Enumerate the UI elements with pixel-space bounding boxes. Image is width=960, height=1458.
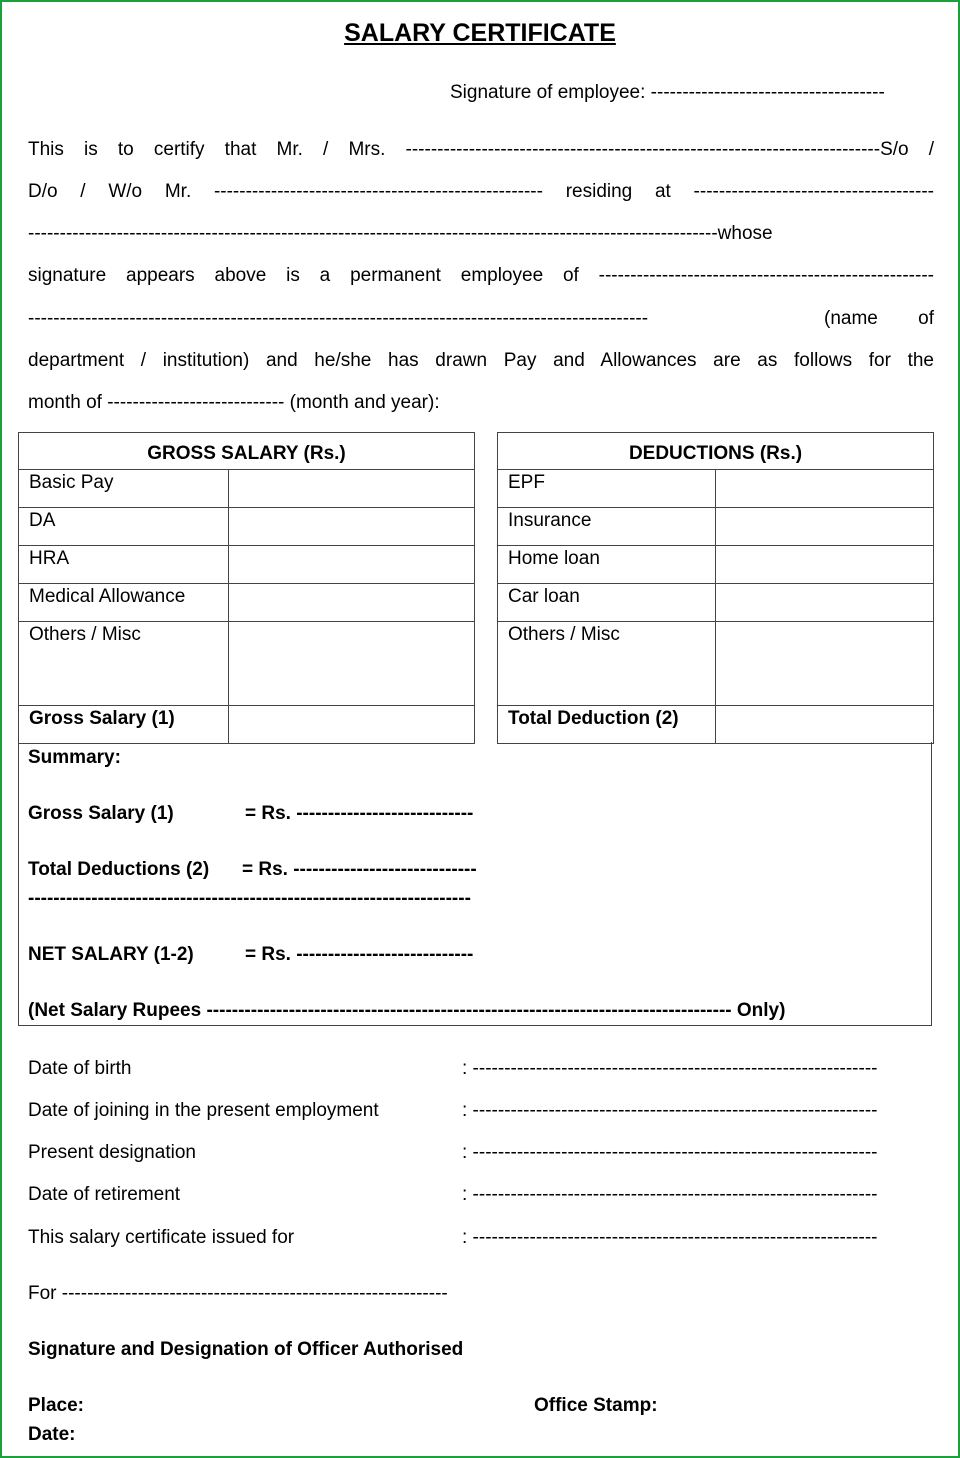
certify-line-5-dashes: -------------------------------------------------------------------------------------------------- xyxy=(28,308,649,329)
gross-row-amount xyxy=(229,508,475,546)
detail-value: : ---------------------------------------------------------------- xyxy=(462,1184,878,1205)
gross-salary-table xyxy=(18,432,475,744)
gross-salary-header: GROSS SALARY (Rs.) xyxy=(19,433,475,470)
office-stamp-label: Office Stamp: xyxy=(534,1395,658,1416)
deduction-row-amount xyxy=(716,508,934,546)
employee-signature-line: Signature of employee: ------------------------------------- xyxy=(450,82,885,103)
certify-line-4: signature appears above is a permanent employee of ----------------------------------------------------- xyxy=(28,265,934,286)
document-title: SALARY CERTIFICATE xyxy=(344,19,616,47)
total-deduction-amount xyxy=(716,706,934,744)
gross-row-label: Basic Pay xyxy=(19,470,229,508)
certify-line-5-end: (name of xyxy=(824,308,934,329)
certify-line-7: month of ---------------------------- (month and year): xyxy=(28,392,440,413)
detail-label: Present designation xyxy=(28,1142,196,1163)
place-label: Place: xyxy=(28,1395,84,1416)
deduction-row-amount xyxy=(716,470,934,508)
detail-label: Date of birth xyxy=(28,1058,132,1079)
gross-row-amount xyxy=(229,622,475,706)
certify-line-1: This is to certify that Mr. / Mrs. ---------------------------------------------------------------------------S/o / xyxy=(28,139,934,160)
detail-value: : ---------------------------------------------------------------- xyxy=(462,1058,878,1079)
detail-label: This salary certificate issued for xyxy=(28,1227,295,1248)
deduction-row-label: Others / Misc xyxy=(498,622,716,706)
certify-line-2: D/o / W/o Mr. ---------------------------------------------------- residing at -------------------------------------- xyxy=(28,181,934,202)
deduction-row-label: Home loan xyxy=(498,546,716,584)
summary-box xyxy=(18,742,932,1026)
certify-line-3: -------------------------------------------------------------------------------------------------------------whose xyxy=(28,223,773,244)
summary-divider: ---------------------------------------------------------------------- xyxy=(28,888,471,909)
gross-row-label: Others / Misc xyxy=(19,622,229,706)
date-label: Date: xyxy=(28,1424,76,1445)
summary-label: Summary: xyxy=(28,747,121,768)
summary-gross-value: = Rs. ---------------------------- xyxy=(245,803,474,824)
detail-value: : ---------------------------------------------------------------- xyxy=(462,1227,878,1248)
deductions-table xyxy=(497,432,934,744)
net-salary-label: NET SALARY (1-2) xyxy=(28,944,194,965)
summary-deductions-value: = Rs. ----------------------------- xyxy=(242,859,477,880)
for-line: For ------------------------------------------------------------- xyxy=(28,1283,448,1304)
gross-row-amount xyxy=(229,584,475,622)
gross-total-label: Gross Salary (1) xyxy=(19,706,229,744)
detail-label: Date of joining in the present employment xyxy=(28,1100,379,1121)
detail-value: : ---------------------------------------------------------------- xyxy=(462,1100,878,1121)
gross-row-amount xyxy=(229,470,475,508)
gross-row-label: HRA xyxy=(19,546,229,584)
gross-row-label: Medical Allowance xyxy=(19,584,229,622)
net-salary-in-words: (Net Salary Rupees ----------------------------------------------------------------------------------- Only) xyxy=(28,1000,786,1021)
deductions-header: DEDUCTIONS (Rs.) xyxy=(498,433,934,470)
deduction-row-amount xyxy=(716,546,934,584)
total-deduction-label: Total Deduction (2) xyxy=(498,706,716,744)
gross-total-amount xyxy=(229,706,475,744)
deduction-row-label: Insurance xyxy=(498,508,716,546)
deduction-row-amount xyxy=(716,584,934,622)
officer-signature-label: Signature and Designation of Officer Authorised xyxy=(28,1339,464,1360)
detail-value: : ---------------------------------------------------------------- xyxy=(462,1142,878,1163)
gross-row-amount xyxy=(229,546,475,584)
summary-deductions-label: Total Deductions (2) xyxy=(28,859,210,880)
summary-gross-label: Gross Salary (1) xyxy=(28,803,174,824)
detail-label: Date of retirement xyxy=(28,1184,181,1205)
deduction-row-label: EPF xyxy=(498,470,716,508)
gross-row-label: DA xyxy=(19,508,229,546)
certify-line-6: department / institution) and he/she has drawn Pay and Allowances are as follows for the xyxy=(28,350,934,371)
net-salary-value: = Rs. ---------------------------- xyxy=(245,944,474,965)
deduction-row-amount xyxy=(716,622,934,706)
deduction-row-label: Car loan xyxy=(498,584,716,622)
